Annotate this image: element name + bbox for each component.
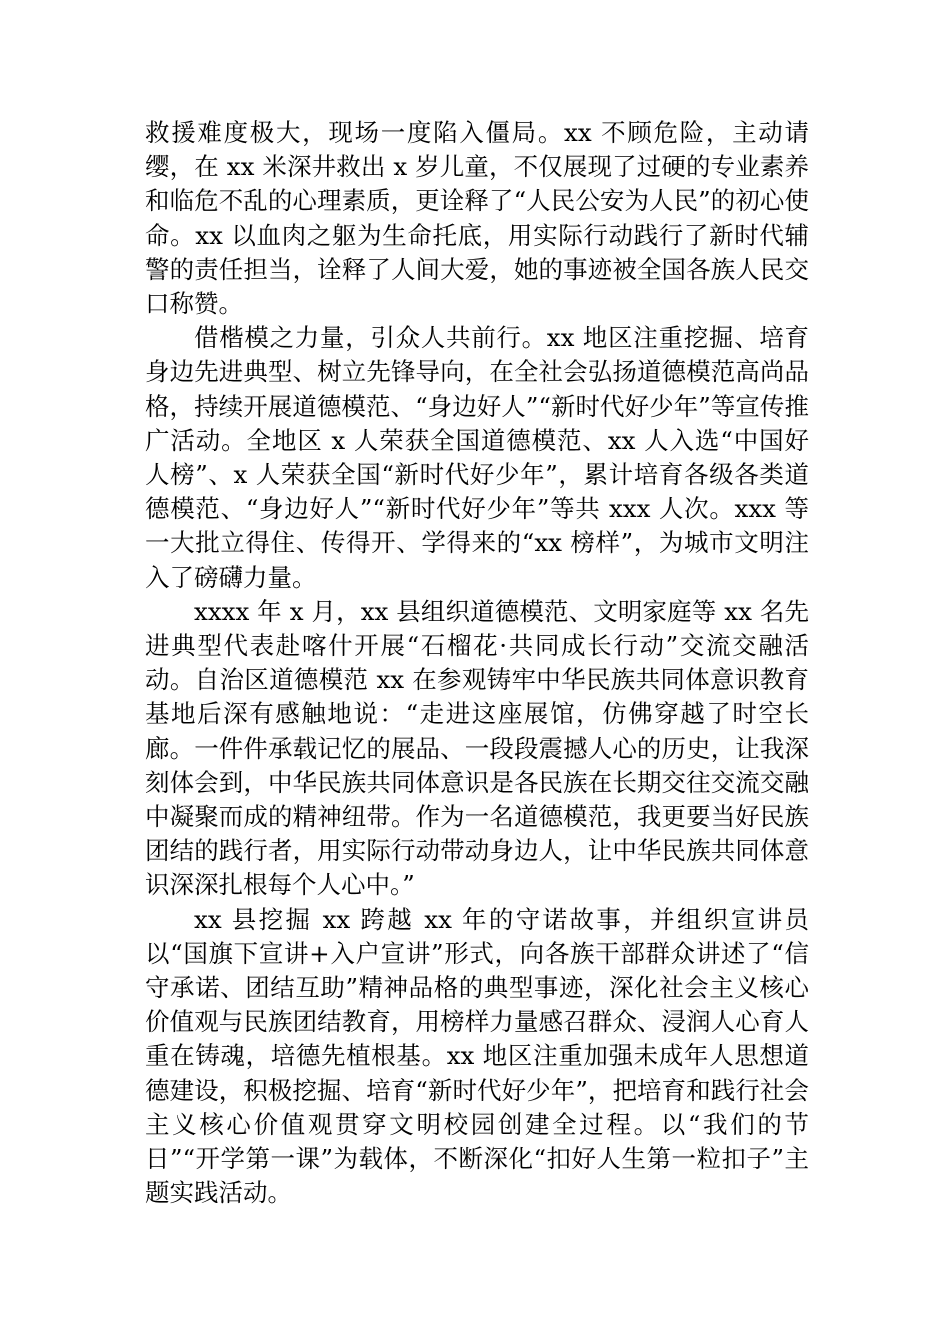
paragraph-4: xx 县挖掘 xx 跨越 xx 年的守诺故事，并组织宣讲员以“国旗下宣讲+入户宣讲”形式，向各族干部群众讲述了“信守承诺、团结互助”精神品格的典型事迹，深化社会主义核心价值观与民族团结教育，用榜样力量感召群众、浸润人心育人重在铸魂，培德先植根基。xx 地区注重加强未成年人思想道德建设，积极挖掘、培育“新时代好少年”，把培育和践行社会主义核心价值观贯穿文明校园创建全过程。以“我们的节日”“开学第一课”为载体，不断深化“扣好人生第一粒扣子”主题实践活动。 <box>145 904 809 1208</box>
paragraph-1: 救援难度极大，现场一度陷入僵局。xx 不顾危险，主动请缨，在 xx 米深井救出 x 岁儿童，不仅展现了过硬的专业素养和临危不乱的心理素质，更诠释了“人民公安为人民”的初心使命。xx 以血肉之躯为生命托底，用实际行动践行了新时代辅警的责任担当，诠释了人间大爱，她的事迹被全国各族人民交口称赞。 <box>145 118 809 319</box>
paragraph-2: 借楷模之力量，引众人共前行。xx 地区注重挖掘、培育身边先进典型、树立先锋导向，在全社会弘扬道德模范高尚品格，持续开展道德模范、“身边好人”“新时代好少年”等宣传推广活动。全地区 x 人荣获全国道德模范、xx 人入选“中国好人榜”、x 人荣获全国“新时代好少年”，累计培育各级各类道德模范、“身边好人”“新时代好少年”等共 xxx 人次。xxx 等一大批立得住、传得开、学得来的“xx 榜样”，为城市文明注入了磅礴力量。 <box>145 323 809 592</box>
paragraph-3: xxxx 年 x 月，xx 县组织道德模范、文明家庭等 xx 名先进典型代表赴喀什开展“石榴花·共同成长行动”交流交融活动。自治区道德模范 xx 在参观铸牢中华民族共同体意识教育基地后深有感触地说：“走进这座展馆，仿佛穿越了时空长廊。一件件承载记忆的展品、一段段震撼人心的历史，让我深刻体会到，中华民族共同体意识是各民族在长期交往交流交融中凝聚而成的精神纽带。作为一名道德模范，我更要当好民族团结的践行者，用实际行动带动身边人，让中华民族共同体意识深深扎根每个人心中。” <box>145 596 809 900</box>
document-body <box>145 116 809 1211</box>
